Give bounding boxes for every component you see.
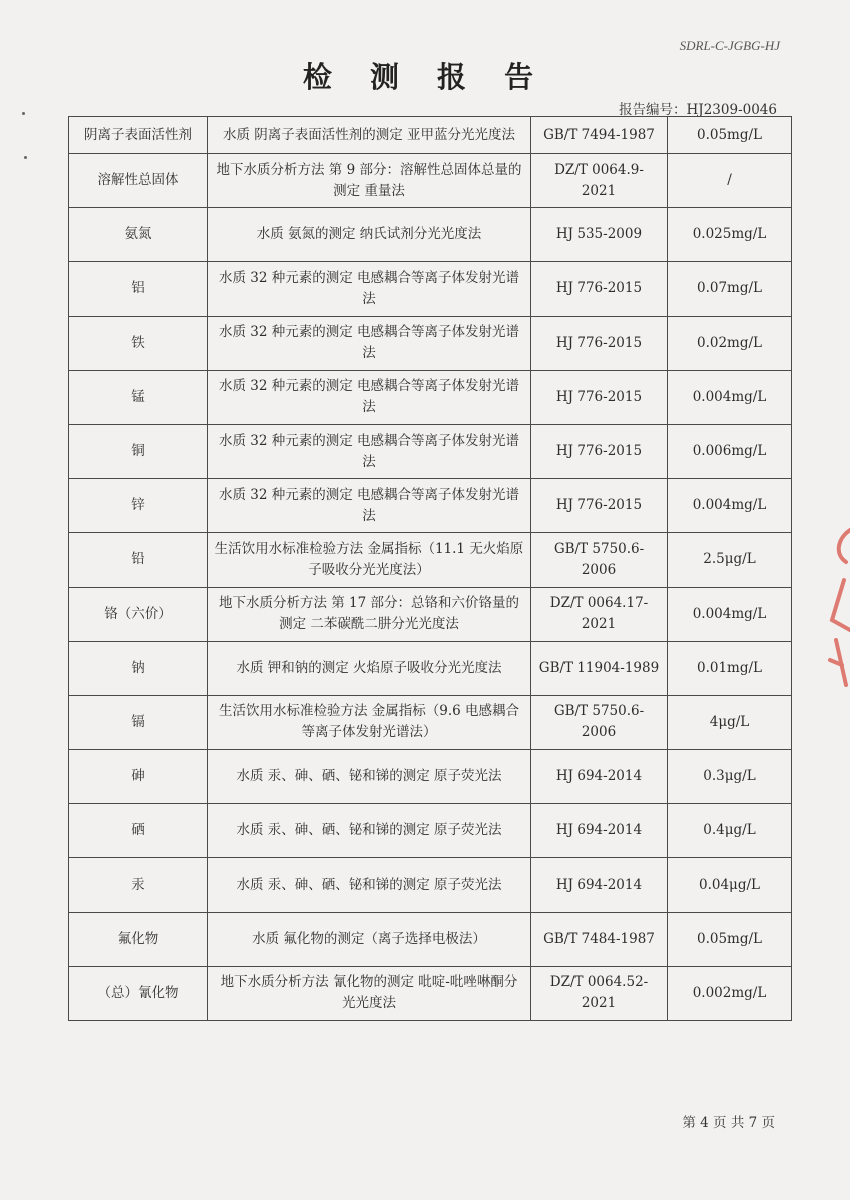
- cell-method: 水质 氨氮的测定 纳氏试剂分光光度法: [208, 208, 531, 262]
- page-title: 检 测 报 告: [302, 60, 548, 94]
- cell-method: 水质 钾和钠的测定 火焰原子吸收分光光度法: [208, 641, 531, 695]
- cell-standard: GB/T 5750.6-2006: [531, 695, 668, 749]
- cell-item: 氟化物: [69, 912, 208, 966]
- table-row: [69, 533, 792, 587]
- cell-limit: 0.04μg/L: [668, 858, 792, 912]
- cell-item: 氨氮: [69, 208, 208, 262]
- cell-method: 水质 阴离子表面活性剂的测定 亚甲蓝分光光度法: [208, 117, 531, 154]
- cell-limit: 0.01mg/L: [668, 641, 792, 695]
- cell-limit: 0.004mg/L: [668, 370, 792, 424]
- cell-limit: 0.002mg/L: [668, 966, 792, 1020]
- cell-limit: 0.025mg/L: [668, 208, 792, 262]
- table-row: [69, 966, 792, 1020]
- cell-standard: HJ 694-2014: [531, 804, 668, 858]
- cell-item: 锌: [69, 479, 208, 533]
- cell-standard: HJ 776-2015: [531, 316, 668, 370]
- cell-limit: 0.004mg/L: [668, 587, 792, 641]
- cell-method: 水质 汞、砷、硒、铋和锑的测定 原子荧光法: [208, 858, 531, 912]
- stamp-fragment: [824, 510, 850, 710]
- cell-method: 水质 32 种元素的测定 电感耦合等离子体发射光谱法: [208, 316, 531, 370]
- report-number: 报告编号：HJ2309-0046: [619, 102, 777, 118]
- cell-method: 地下水质分析方法 第 17 部分：总铬和六价铬量的测定 二苯碳酰二肼分光光度法: [208, 587, 531, 641]
- table-row: [69, 695, 792, 749]
- table-row: [69, 587, 792, 641]
- cell-method: 生活饮用水标准检验方法 金属指标（9.6 电感耦合等离子体发射光谱法）: [208, 695, 531, 749]
- table-row: [69, 262, 792, 316]
- cell-limit: 0.05mg/L: [668, 117, 792, 154]
- cell-limit: 4μg/L: [668, 695, 792, 749]
- table-row: [69, 370, 792, 424]
- cell-standard: HJ 776-2015: [531, 479, 668, 533]
- cell-limit: 0.3μg/L: [668, 750, 792, 804]
- cell-standard: DZ/T 0064.17-2021: [531, 587, 668, 641]
- cell-item: 镉: [69, 695, 208, 749]
- cell-item: 铜: [69, 424, 208, 478]
- cell-method: 水质 汞、砷、硒、铋和锑的测定 原子荧光法: [208, 804, 531, 858]
- cell-limit: 2.5μg/L: [668, 533, 792, 587]
- cell-limit: 0.4μg/L: [668, 804, 792, 858]
- table-row: [69, 424, 792, 478]
- cell-limit: 0.02mg/L: [668, 316, 792, 370]
- cell-standard: DZ/T 0064.9-2021: [531, 154, 668, 208]
- cell-standard: HJ 694-2014: [531, 750, 668, 804]
- cell-method: 水质 32 种元素的测定 电感耦合等离子体发射光谱法: [208, 424, 531, 478]
- table-row: [69, 858, 792, 912]
- cell-limit: 0.07mg/L: [668, 262, 792, 316]
- cell-item: 铅: [69, 533, 208, 587]
- cell-item: 阴离子表面活性剂: [69, 117, 208, 154]
- cell-standard: HJ 694-2014: [531, 858, 668, 912]
- cell-standard: GB/T 5750.6-2006: [531, 533, 668, 587]
- cell-method: 水质 32 种元素的测定 电感耦合等离子体发射光谱法: [208, 370, 531, 424]
- cell-item: 铁: [69, 316, 208, 370]
- cell-item: 钠: [69, 641, 208, 695]
- results-table-body: [69, 117, 792, 1021]
- cell-method: 地下水质分析方法 氰化物的测定 吡啶-吡唑啉酮分光光度法: [208, 966, 531, 1020]
- table-row: [69, 804, 792, 858]
- cell-method: 水质 32 种元素的测定 电感耦合等离子体发射光谱法: [208, 479, 531, 533]
- cell-item: 汞: [69, 858, 208, 912]
- cell-standard: HJ 776-2015: [531, 424, 668, 478]
- table-row: [69, 154, 792, 208]
- binding-dot: [24, 156, 27, 159]
- cell-item: 铝: [69, 262, 208, 316]
- cell-standard: GB/T 7484-1987: [531, 912, 668, 966]
- cell-item: 溶解性总固体: [69, 154, 208, 208]
- table-row: [69, 208, 792, 262]
- cell-method: 地下水质分析方法 第 9 部分：溶解性总固体总量的测定 重量法: [208, 154, 531, 208]
- cell-method: 水质 32 种元素的测定 电感耦合等离子体发射光谱法: [208, 262, 531, 316]
- cell-item: 硒: [69, 804, 208, 858]
- cell-method: 水质 汞、砷、硒、铋和锑的测定 原子荧光法: [208, 750, 531, 804]
- table-row: [69, 750, 792, 804]
- cell-standard: HJ 535-2009: [531, 208, 668, 262]
- cell-limit: 0.05mg/L: [668, 912, 792, 966]
- cell-standard: HJ 776-2015: [531, 262, 668, 316]
- document-code: SDRL-C-JGBG-HJ: [679, 38, 780, 53]
- cell-item: 砷: [69, 750, 208, 804]
- table-row: [69, 912, 792, 966]
- cell-method: 水质 氟化物的测定（离子选择电极法）: [208, 912, 531, 966]
- cell-limit: /: [668, 154, 792, 208]
- cell-limit: 0.004mg/L: [668, 479, 792, 533]
- table-row: [69, 117, 792, 154]
- cell-method: 生活饮用水标准检验方法 金属指标（11.1 无火焰原子吸收分光光度法）: [208, 533, 531, 587]
- table-row: [69, 479, 792, 533]
- table-row: [69, 641, 792, 695]
- cell-item: 铬（六价）: [69, 587, 208, 641]
- page-indicator: 第 4 页 共 7 页: [682, 1115, 775, 1131]
- cell-standard: HJ 776-2015: [531, 370, 668, 424]
- cell-item: （总）氰化物: [69, 966, 208, 1020]
- cell-item: 锰: [69, 370, 208, 424]
- table-row: [69, 316, 792, 370]
- cell-standard: DZ/T 0064.52-2021: [531, 966, 668, 1020]
- cell-standard: GB/T 7494-1987: [531, 117, 668, 154]
- binding-dot: [22, 112, 25, 115]
- cell-limit: 0.006mg/L: [668, 424, 792, 478]
- cell-standard: GB/T 11904-1989: [531, 641, 668, 695]
- results-table: [68, 116, 792, 1021]
